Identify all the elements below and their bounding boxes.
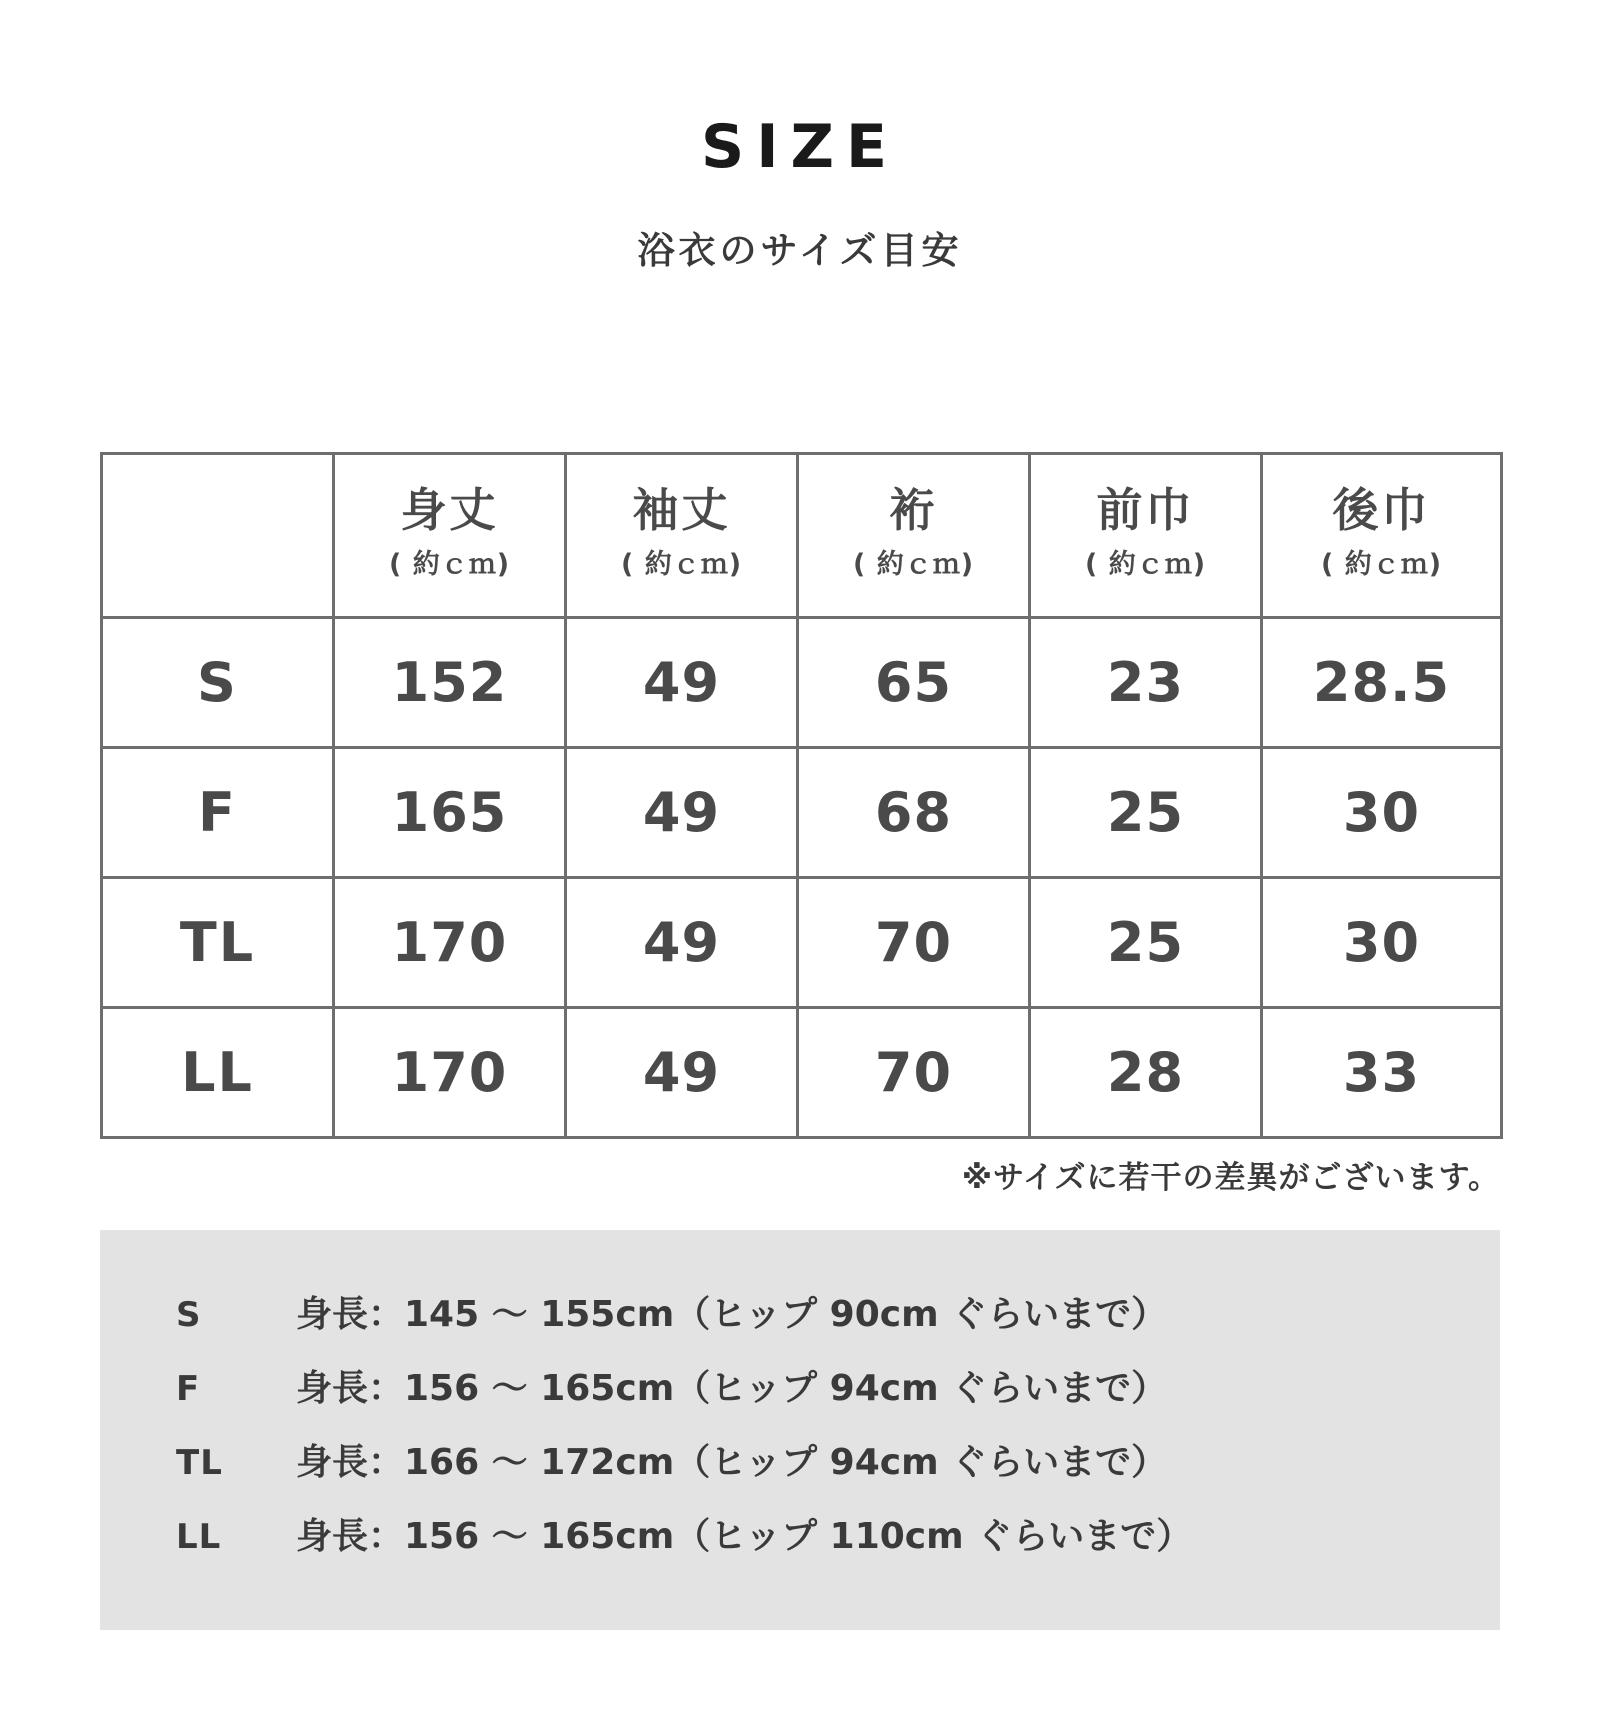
list-item xyxy=(100,1286,1500,1360)
table-row xyxy=(102,878,1502,1008)
column-header-unit: ( 約ｃｍ) xyxy=(620,549,743,581)
height-guide-text: 身長：145 〜 155cm（ヒップ 90cm ぐらいまで） xyxy=(296,1294,1168,1335)
list-item xyxy=(100,1360,1500,1434)
height-guide-size: S xyxy=(176,1295,202,1335)
column-header-unit: ( 約ｃｍ) xyxy=(1084,549,1207,581)
column-header-ushirohaba xyxy=(1262,454,1502,618)
cell-mitake: 170 xyxy=(334,1008,566,1138)
column-header-label: 裄 xyxy=(889,482,938,537)
height-guide-panel xyxy=(100,1230,1500,1630)
table-row xyxy=(102,618,1502,748)
row-size-label: TL xyxy=(102,878,334,1008)
column-header-unit: ( 約ｃｍ) xyxy=(388,549,511,581)
list-item xyxy=(100,1508,1500,1582)
cell-ushirohaba: 30 xyxy=(1262,748,1502,878)
height-guide-size: TL xyxy=(176,1443,223,1483)
column-header-sodetake xyxy=(566,454,798,618)
height-guide-size: F xyxy=(176,1369,201,1409)
cell-sodetake: 49 xyxy=(566,748,798,878)
height-guide-text: 身長：156 〜 165cm（ヒップ 94cm ぐらいまで） xyxy=(296,1368,1168,1409)
cell-yuki: 70 xyxy=(798,878,1030,1008)
height-guide-list xyxy=(100,1230,1500,1582)
table-row xyxy=(102,1008,1502,1138)
cell-sodetake: 49 xyxy=(566,618,798,748)
cell-maehaba: 23 xyxy=(1030,618,1262,748)
cell-yuki: 65 xyxy=(798,618,1030,748)
column-header-label: 後巾 xyxy=(1332,482,1431,537)
column-header-label: 身丈 xyxy=(400,482,499,537)
size-table xyxy=(100,452,1503,1139)
height-guide-text: 身長：166 〜 172cm（ヒップ 94cm ぐらいまで） xyxy=(296,1442,1168,1483)
table-corner-cell xyxy=(102,454,334,618)
page-subtitle: 浴衣のサイズ目安 xyxy=(637,229,963,272)
column-header-label: 前巾 xyxy=(1096,482,1195,537)
table-header xyxy=(102,454,1502,618)
cell-sodetake: 49 xyxy=(566,878,798,1008)
row-size-label: S xyxy=(102,618,334,748)
row-size-label: F xyxy=(102,748,334,878)
row-size-label: LL xyxy=(102,1008,334,1138)
cell-ushirohaba: 28.5 xyxy=(1262,618,1502,748)
size-chart-page xyxy=(0,112,1600,1712)
table-row xyxy=(102,748,1502,878)
height-guide-text: 身長：156 〜 165cm（ヒップ 110cm ぐらいまで） xyxy=(296,1516,1193,1557)
cell-ushirohaba: 30 xyxy=(1262,878,1502,1008)
cell-mitake: 152 xyxy=(334,618,566,748)
column-header-label: 袖丈 xyxy=(632,482,731,537)
height-guide-size: LL xyxy=(176,1517,222,1557)
list-item xyxy=(100,1434,1500,1508)
cell-yuki: 70 xyxy=(798,1008,1030,1138)
cell-mitake: 165 xyxy=(334,748,566,878)
cell-ushirohaba: 33 xyxy=(1262,1008,1502,1138)
page-title: SIZE xyxy=(700,112,900,182)
table-header-row xyxy=(102,454,1502,618)
column-header-maehaba xyxy=(1030,454,1262,618)
column-header-mitake xyxy=(334,454,566,618)
column-header-yuki xyxy=(798,454,1030,618)
table-body xyxy=(102,618,1502,1138)
column-header-unit: ( 約ｃｍ) xyxy=(1320,549,1443,581)
cell-yuki: 68 xyxy=(798,748,1030,878)
size-table-container xyxy=(100,452,1500,1139)
cell-maehaba: 25 xyxy=(1030,748,1262,878)
cell-maehaba: 25 xyxy=(1030,878,1262,1008)
size-variance-note: ※サイズに若干の差異がございます。 xyxy=(961,1160,1500,1196)
cell-sodetake: 49 xyxy=(566,1008,798,1138)
cell-mitake: 170 xyxy=(334,878,566,1008)
cell-maehaba: 28 xyxy=(1030,1008,1262,1138)
column-header-unit: ( 約ｃｍ) xyxy=(852,549,975,581)
